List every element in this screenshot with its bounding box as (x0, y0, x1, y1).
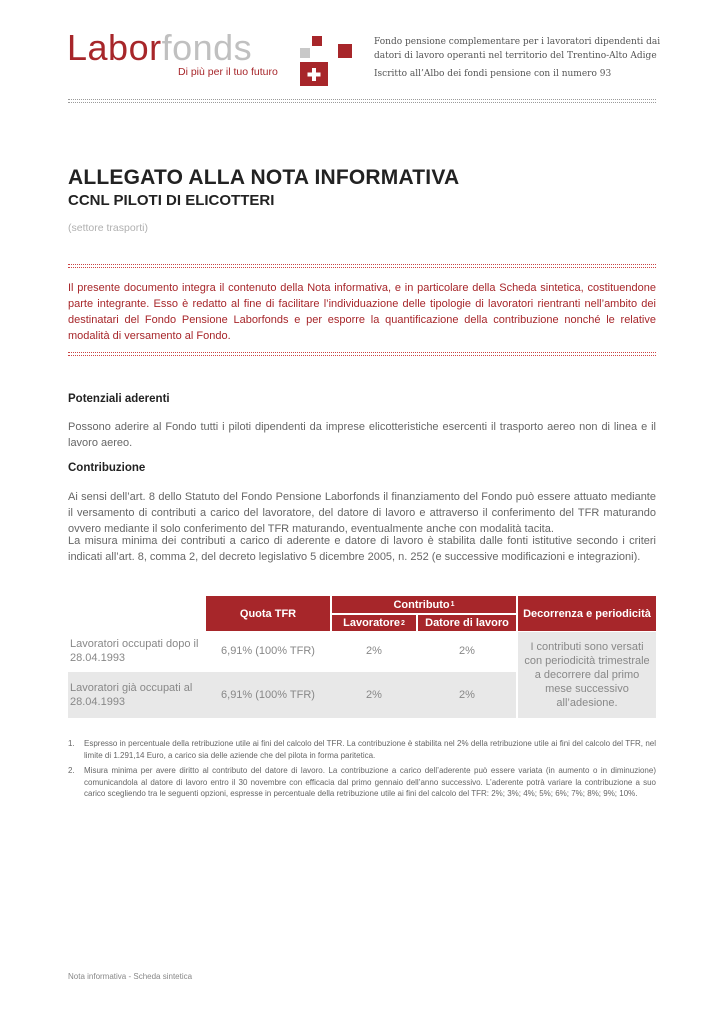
header-contributo (332, 596, 516, 613)
section-title-aderenti: Potenziali aderenti (68, 393, 170, 405)
section-text-aderenti: Possono aderire al Fondo tutti i piloti dipendenti da imprese elicotteristiche esercenti il trasporto aereo non di linea e il lavoro aereo. (68, 421, 656, 449)
page-footer: Nota informativa - Scheda sintetica (68, 972, 193, 981)
row-lavoratore: 2% (366, 645, 382, 657)
table-row (68, 672, 516, 718)
table-row (68, 632, 516, 670)
header-lavoratore-label: Lavoratore (343, 617, 400, 629)
section-text-contribuzione-2: La misura minima dei contributi a carico di aderente e datore di lavoro è stabilita dalle fonti istitutive secondo i criteri indicati all’art. 8, comma 2, del decreto legislativo 5 dicembre 2005, n. 252 (e successive modificazioni e integrazioni). (68, 535, 656, 563)
logo-tagline: Di più per il tuo futuro (178, 66, 278, 78)
row-label: Lavoratori occupati dopo il 28.04.1993 (70, 638, 199, 664)
intro-paragraph: Il presente documento integra il contenuto della Nota informativa, e in particolare della Scheda sintetica, costituendone parte integrante. Esso è redatto al fine di facilitare l’individuazione delle tipologie di lavoratori rientranti nell’ambito dei destinatari del Fondo Pensione Laborfonds e per esporre la quantificazione della contribuzione nonché le relative modalità di versamento al Fondo. (68, 282, 656, 342)
row-tfr: 6,91% (100% TFR) (221, 689, 315, 701)
header-decorrenza: Decorrenza e periodicità (518, 596, 656, 631)
row-tfr: 6,91% (100% TFR) (221, 645, 315, 657)
row-datore: 2% (459, 645, 475, 657)
intro-bottom-divider (68, 352, 656, 356)
footnote-ref-2: 2 (400, 619, 405, 627)
albo-registration: Iscritto all’Albo dei fondi pensione con il numero 93 (374, 69, 612, 79)
page-title: ALLEGATO ALLA NOTA INFORMATIVA (68, 166, 460, 189)
footnote-text: Espresso in percentuale della retribuzione utile ai fini del calcolo del TFR. La contribuzione è stabilita nel 2% della retribuzione utile ai fini del calcolo del TFR, nel limite di 1.291,14 Euro, a carico sia delle aziende che del pilota in forma paritetica. (84, 739, 656, 760)
section-title-contribuzione: Contribuzione (68, 462, 146, 474)
row-lavoratore: 2% (366, 689, 382, 701)
footnote-item (68, 738, 656, 761)
intro-top-divider (68, 264, 656, 268)
footnote-number: 1. (68, 739, 75, 748)
organization-description (374, 35, 664, 81)
header-contributo-label: Contributo (393, 598, 450, 611)
row-datore: 2% (459, 689, 475, 701)
org-description-text: Fondo pensione complementare per i lavoratori dipendenti dai datori di lavoro operanti nel territorio del Trentino-Alto Adige (374, 37, 661, 61)
footnote-text: Misura minima per avere diritto al contributo del datore di lavoro. La contribuzione a carico dell’aderente può essere variata (in aumento o in diminuzione) comunicandola al datore di lavoro entro il 30 novembre con efficacia dal primo gennaio dell’anno successivo. L’aderente potrà variare la contribuzione a suo carico scegliendo tra le seguenti opzioni, espresse in percentuale della retribuzione utile ai fini del calcolo del TFR: 2%; 3%; 4%; 5%; 6%; 7%; 8%; 9%; 10%. (84, 766, 656, 798)
logo-part-labor: Labor (67, 27, 162, 68)
footnotes (68, 738, 656, 804)
logo-plus-icon (300, 36, 354, 88)
sector-label: (settore trasporti) (68, 222, 148, 234)
page-subtitle: CCNL PILOTI DI ELICOTTERI (68, 192, 275, 209)
footnote-number: 2. (68, 766, 75, 775)
contribution-table (68, 596, 656, 718)
decorrenza-cell: I contributi sono versati con periodicità trimestrale a decorrere dal primo mese successivo all’adesione. (518, 632, 656, 718)
section-text-contribuzione-1: Ai sensi dell’art. 8 dello Statuto del Fondo Pensione Laborfonds il finanziamento del Fondo può essere attuato mediante il versamento di contributi a carico del lavoratore, del datore di lavoro e attraverso il conferimento del TFR maturando ovvero mediante il solo conferimento del TFR maturando, eventualmente anche con modalità tacita. (68, 491, 656, 535)
header-quota-tfr: Quota TFR (206, 596, 330, 631)
footnote-item (68, 765, 656, 800)
header-lavoratore (332, 615, 416, 631)
logo-part-fonds: fonds (161, 27, 253, 68)
header-datore: Datore di lavoro (418, 615, 516, 631)
logo-wordmark (67, 28, 252, 68)
row-label: Lavoratori già occupati al 28.04.1993 (70, 682, 193, 708)
footnote-ref-1: 1 (450, 601, 455, 608)
header-divider (68, 99, 656, 103)
